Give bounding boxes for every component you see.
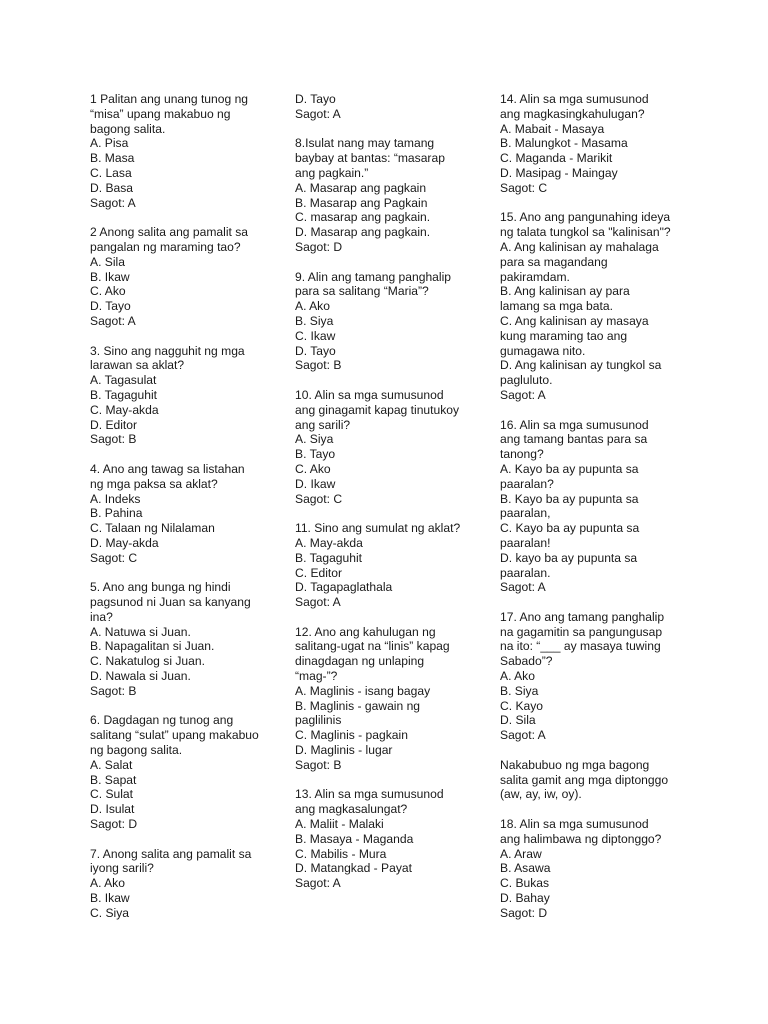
question-line: larawan sa aklat? — [90, 358, 185, 373]
question-line: Sagot: C — [500, 180, 548, 195]
question-line: paaralan! — [500, 535, 551, 550]
question-line: A. May-akda — [295, 535, 363, 550]
question-line: C. Ako — [90, 284, 126, 299]
question-line: na ito: “___ ay masaya tuwing — [500, 639, 661, 654]
question-block — [90, 225, 275, 329]
question-block — [90, 847, 275, 921]
question-line: C. Maganda - Marikit — [500, 151, 613, 166]
question-line: D. Ang kalinisan ay tungkol sa — [500, 358, 662, 373]
question-line: 14. Alin sa mga sumusunod — [500, 92, 649, 106]
question-line: B. Sapat — [90, 772, 137, 787]
question-line: D. Masarap ang pagkain. — [295, 225, 431, 240]
question-line: Sagot: A — [500, 728, 546, 743]
question-line: 16. Alin sa mga sumusunod — [500, 417, 649, 432]
question-block — [500, 418, 695, 596]
question-line: C. Maglinis - pagkain — [295, 728, 408, 743]
question-line: 10. Alin sa mga sumusunod — [295, 387, 444, 402]
question-line: B. Tayo — [295, 447, 336, 462]
question-line: A. Siya — [295, 432, 334, 447]
question-block — [90, 713, 275, 831]
question-line: 12. Ano ang kahulugan ng — [295, 624, 436, 639]
question-line: B. Tagaguhit — [90, 387, 158, 402]
question-line: D. Matangkad - Payat — [295, 861, 412, 876]
question-line: Sabado”? — [500, 654, 553, 669]
question-line: ang ginagamit kapag tinutukoy — [295, 402, 460, 417]
question-line: A. Indeks — [90, 491, 141, 506]
question-line: 6. Dagdagan ng tunog ang — [90, 713, 234, 728]
question-line: A. Ako — [295, 299, 330, 314]
question-line: A. Salat — [90, 757, 133, 772]
question-line: 7. Anong salita ang pamalit sa — [90, 846, 252, 861]
question-line: D. Isulat — [90, 802, 135, 817]
question-line: A. Sila — [90, 254, 125, 269]
question-line: ang sarili? — [295, 417, 351, 432]
question-line: 1 Palitan ang unang tunog ng — [90, 92, 249, 106]
question-line: B. Malungkot - Masama — [500, 136, 628, 151]
question-line: paaralan? — [500, 476, 554, 491]
question-line: para sa magandang — [500, 254, 608, 269]
question-line: Sagot: A — [295, 595, 341, 610]
question-line: B. Napagalitan si Juan. — [90, 639, 215, 654]
question-block — [500, 210, 695, 402]
question-line: Sagot: D — [500, 905, 548, 920]
question-line: C. May-akda — [90, 402, 159, 417]
question-line: lamang sa mga bata. — [500, 299, 613, 314]
question-line: A. Natuwa si Juan. — [90, 624, 191, 639]
question-line: ang halimbawa ng diptonggo? — [500, 831, 662, 846]
question-block — [500, 817, 695, 921]
question-line: B. Tagaguhit — [295, 550, 363, 565]
question-line: C. Mabilis - Mura — [295, 846, 387, 861]
question-line: D. Masipag - Maingay — [500, 165, 618, 180]
question-block — [295, 388, 480, 506]
question-line: C. Ang kalinisan ay masaya — [500, 313, 649, 328]
question-line: A. Masarap ang pagkain — [295, 180, 427, 195]
question-line: dinagdagan ng unlaping — [295, 654, 425, 669]
question-line: 4. Ano ang tawag sa listahan — [90, 461, 245, 476]
question-line: 2 Anong salita ang pamalit sa — [90, 225, 248, 240]
column-1 — [90, 92, 275, 935]
question-line: C. Ako — [295, 461, 331, 476]
question-line: A. Maliit - Malaki — [295, 817, 384, 832]
question-block — [500, 92, 695, 196]
question-line: 13. Alin sa mga sumusunod — [295, 787, 444, 802]
question-line: B. Ang kalinisan ay para — [500, 284, 630, 299]
question-line: D. Maglinis - lugar — [295, 743, 393, 758]
question-line: ang magkasingkahulugan? — [500, 106, 645, 121]
question-line: Nakabubuo ng mga bagong — [500, 757, 650, 772]
question-line: 8.Isulat nang may tamang — [295, 136, 435, 151]
question-line: 9. Alin ang tamang panghalip — [295, 269, 451, 284]
question-line: “mag-”? — [295, 669, 338, 684]
question-line: Sagot: B — [90, 432, 137, 447]
question-line: D. Nawala si Juan. — [90, 669, 191, 684]
question-line: Sagot: D — [295, 239, 343, 254]
question-line: ina? — [90, 609, 113, 624]
question-line: ang magkasalungat? — [295, 802, 408, 817]
question-line: Sagot: A — [295, 106, 341, 121]
question-line: B. Siya — [500, 683, 539, 698]
question-line: 18. Alin sa mga sumusunod — [500, 817, 649, 832]
question-line: A. Mabait - Masaya — [500, 121, 605, 136]
question-line: C. Sulat — [90, 787, 134, 802]
question-line: C. Ikaw — [295, 328, 336, 343]
question-line: iyong sarili? — [90, 861, 154, 876]
question-line: C. Bukas — [500, 876, 550, 891]
question-line: 3. Sino ang nagguhit ng mga — [90, 343, 245, 358]
question-line: paaralan. — [500, 565, 551, 580]
question-line: gumagawa nito. — [500, 343, 586, 358]
question-line: (aw, ay, iw, oy). — [500, 787, 582, 802]
question-line: baybay at bantas: “masarap — [295, 151, 445, 166]
question-line: C. Nakatulog si Juan. — [90, 654, 205, 669]
question-line: Sagot: B — [295, 757, 342, 772]
question-line: pangalan ng maraming tao? — [90, 239, 241, 254]
question-line: 11. Sino ang sumulat ng aklat? — [295, 521, 461, 536]
question-line: B. Masa — [90, 151, 135, 166]
question-line: paglilinis — [295, 713, 342, 728]
question-block — [295, 787, 480, 891]
question-line: C. Kayo ba ay pupunta sa — [500, 521, 640, 536]
question-line: B. Pahina — [90, 506, 143, 521]
question-line: D. Sila — [500, 713, 536, 728]
question-line: A. Ako — [500, 669, 535, 684]
question-block — [500, 758, 695, 802]
question-line: D. May-akda — [90, 535, 159, 550]
question-line: D. Ikaw — [295, 476, 336, 491]
question-line: B. Ikaw — [90, 891, 130, 906]
question-line: para sa salitang “Maria”? — [295, 284, 429, 299]
question-block — [295, 625, 480, 773]
question-line: 17. Ano ang tamang panghalip — [500, 609, 665, 624]
question-block — [90, 462, 275, 566]
question-line: Sagot: B — [295, 358, 342, 373]
question-line: A. Pisa — [90, 136, 129, 151]
question-line: paaralan, — [500, 506, 551, 521]
question-block — [295, 92, 480, 122]
question-line: A. Tagasulat — [90, 373, 157, 388]
column-2 — [295, 92, 480, 906]
question-line: A. Kayo ba ay pupunta sa — [500, 461, 639, 476]
question-line: C. Lasa — [90, 165, 132, 180]
question-block — [295, 136, 480, 254]
question-line: salitang “sulat” upang makabuo — [90, 728, 259, 743]
question-line: Sagot: B — [90, 683, 137, 698]
question-line: D. Basa — [90, 180, 134, 195]
question-line: C. Talaan ng Nilalaman — [90, 521, 215, 536]
question-block — [295, 521, 480, 610]
column-3 — [500, 92, 695, 935]
question-line: A. Ako — [90, 876, 125, 891]
question-line: Sagot: C — [295, 491, 343, 506]
question-line: B. Maglinis - gawain ng — [295, 698, 421, 713]
question-line: B. Masarap ang Pagkain — [295, 195, 428, 210]
question-block — [500, 610, 695, 743]
question-line: C. masarap ang pagkain. — [295, 210, 431, 225]
question-line: D. Tayo — [295, 92, 336, 106]
question-line: C. Editor — [295, 565, 343, 580]
question-line: ng mga paksa sa aklat? — [90, 476, 218, 491]
question-line: pagluluto. — [500, 373, 553, 388]
question-line: D. Tagapaglathala — [295, 580, 393, 595]
question-line: ng bagong salita. — [90, 743, 183, 758]
question-line: na gagamitin sa pangungusap — [500, 624, 663, 639]
question-line: ang tamang bantas para sa — [500, 432, 648, 447]
question-line: salitang-ugat na “linis” kapag — [295, 639, 450, 654]
question-line: D. Editor — [90, 417, 138, 432]
question-line: D. kayo ba ay pupunta sa — [500, 550, 638, 565]
question-line: tanong? — [500, 447, 544, 462]
question-line: Sagot: A — [90, 195, 136, 210]
question-line: Sagot: A — [500, 387, 546, 402]
question-line: Sagot: C — [90, 550, 138, 565]
question-line: Sagot: A — [500, 580, 546, 595]
question-line: pagsunod ni Juan sa kanyang — [90, 595, 251, 610]
question-line: D. Bahay — [500, 891, 550, 906]
question-line: D. Tayo — [90, 299, 131, 314]
question-line: 5. Ano ang bunga ng hindi — [90, 580, 231, 595]
question-block — [90, 344, 275, 448]
question-line: B. Ikaw — [90, 269, 130, 284]
question-block — [90, 92, 275, 210]
question-line: B. Siya — [295, 313, 334, 328]
question-line: C. Kayo — [500, 698, 544, 713]
question-line: B. Kayo ba ay pupunta sa — [500, 491, 639, 506]
question-line: C. Siya — [90, 905, 129, 920]
question-line: ang pagkain.” — [295, 165, 369, 180]
question-line: “misa” upang makabuo ng — [90, 106, 231, 121]
question-line: A. Araw — [500, 846, 542, 861]
question-line: D. Tayo — [295, 343, 336, 358]
question-block — [295, 270, 480, 374]
question-line: A. Ang kalinisan ay mahalaga — [500, 239, 659, 254]
question-line: A. Maglinis - isang bagay — [295, 683, 431, 698]
question-line: ng talata tungkol sa "kalinisan"? — [500, 225, 671, 240]
question-line: Sagot: A — [90, 313, 136, 328]
question-line: Sagot: A — [295, 876, 341, 891]
question-line: bagong salita. — [90, 121, 166, 136]
question-line: B. Asawa — [500, 861, 551, 876]
question-line: 15. Ano ang pangunahing ideya — [500, 210, 671, 225]
question-line: kung maraming tao ang — [500, 328, 628, 343]
question-line: salita gamit ang mga diptonggo — [500, 772, 669, 787]
question-line: Sagot: D — [90, 817, 138, 832]
question-line: B. Masaya - Maganda — [295, 831, 414, 846]
question-block — [90, 580, 275, 698]
question-line: pakiramdam. — [500, 269, 570, 284]
